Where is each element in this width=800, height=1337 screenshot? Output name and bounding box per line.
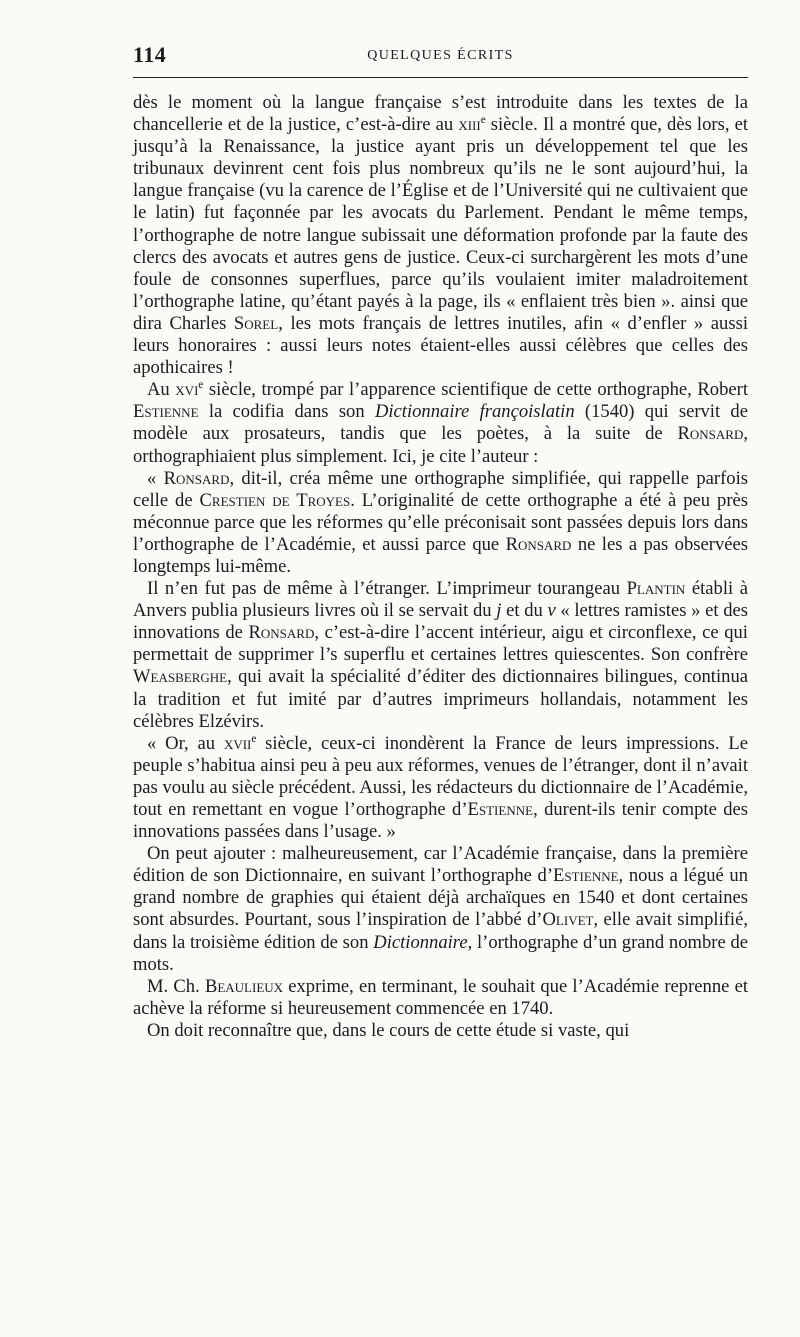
text-run: , dit-il, créa même une orthographe simplifiée, qui rappelle parfois celle de: [133, 467, 748, 511]
name-sorel: Sorel: [233, 312, 279, 334]
running-head: QUELQUES ÉCRITS: [367, 48, 514, 63]
text-run: , nous a légué un grand nombre de graphies qui étaient déjà archaïques en 1540 et dont certaines sont absurdes. Pourtant, sous l’inspiration de l’abbé d’: [133, 865, 748, 931]
text-run: , qui avait la spécialité d’éditer des dictionnaires bilingues, continua la tradition et fut imité par d’autres imprimeurs hollandais, notamment les célèbres Elzévirs.: [133, 666, 748, 732]
text-run: , c’est-à-dire l’accent intérieur, aigu et circonflexe, ce qui permettait de supprimer l’s superflu et certaines lettres quiescentes. Son confrère: [133, 622, 748, 666]
dictionary-title: Dictionnaire: [373, 931, 468, 953]
text-run: la codifia dans son: [198, 401, 375, 423]
century-superscript: e: [198, 379, 204, 392]
paragraph-6: [133, 843, 748, 976]
text-run: . L’originalité de cette orthographe a été à peu près méconnue parce que les réformes qu’elle préconisait sont passées depuis lors dans l’orthographe de l’Académie, et aussi parce que: [133, 489, 748, 555]
text-run: (1540) qui servit de modèle aux prosateurs, tandis que les poètes, à la suite de: [133, 401, 748, 445]
name-crestien: Crestien de Troyes: [199, 489, 351, 511]
century-superscript: e: [251, 732, 257, 745]
text-run: Il n’en fut pas de même à l’étranger. L’imprimeur tourangeau: [147, 578, 627, 600]
header-rule: [133, 77, 748, 78]
paragraph-1: [133, 92, 748, 379]
paragraph-3: [133, 468, 748, 578]
name-estienne: Estienne: [133, 401, 199, 423]
book-title: Dictionnaire françoislatin: [374, 401, 575, 423]
paragraph-4: [133, 578, 748, 733]
name-ronsard: Ronsard: [505, 533, 572, 555]
text-run: dès le moment où la langue française s’est introduite dans les textes de la chancellerie et de la justice, c’est-à-dire au: [133, 92, 748, 136]
text-run: « Or, au: [147, 732, 224, 754]
century-numeral: xiii: [458, 114, 481, 136]
text-run: , les mots français de lettres inutiles, afin « d’enfler » aussi leurs honoraires : aussi leurs notes étaient-elles aussi célèbres que celles des apothicaires !: [133, 312, 748, 379]
text-run: Au: [147, 379, 176, 401]
text-run: , l’orthographe d’un grand nombre de mots.: [133, 931, 748, 975]
text-run: ne les a pas observées longtemps lui-même.: [133, 533, 748, 577]
name-ronsard: Ronsard: [248, 622, 315, 644]
century-numeral: xvi: [175, 379, 199, 401]
body-text: [133, 92, 748, 1042]
paragraph-8: [133, 1020, 748, 1042]
text-run: « lettres ramistes » et des innovations de: [133, 600, 748, 644]
century-superscript: e: [480, 113, 486, 126]
text-run: et du: [501, 600, 548, 622]
century-numeral: xvii: [223, 732, 252, 754]
letter-j: j: [496, 600, 502, 622]
name-plantin: Plantin: [626, 578, 686, 600]
letter-v: v: [547, 600, 556, 622]
name-olivet: Olivet: [542, 909, 594, 931]
name-ronsard: Ronsard: [163, 467, 230, 489]
name-weasberghe: Weasberghe: [133, 666, 228, 688]
text-run: , elle avait simplifié, dans la troisième édition de son: [133, 909, 748, 953]
name-ronsard: Ronsard: [677, 423, 744, 445]
text-run: On peut ajouter : malheureusement, car l’Académie française, dans la première édition de son Dictionnaire, en suivant l’orthographe d’: [133, 843, 748, 887]
text-run: M. Ch.: [147, 975, 205, 997]
name-estienne: Estienne: [467, 799, 534, 820]
page-header: [133, 42, 748, 68]
text-run: siècle, ceux-ci inondèrent la France de leurs impressions. Le peuple s’habitua ainsi peu à peu aux réformes, venues de l’étranger, dont il n’avait pas voulu au siècle précédent. Aussi, les rédacteurs du dictionnaire de l’Académie, tout en remettant en vogue l’orthographe d’: [133, 732, 748, 820]
text-run: exprime, en terminant, le souhait que l’Académie reprenne et achève la réforme si heureusement commencée en 1740.: [133, 975, 748, 1019]
name-beaulieux: Beaulieux: [204, 975, 284, 997]
paragraph-7: [133, 976, 748, 1020]
page-number: 114: [133, 42, 167, 67]
name-estienne: Estienne: [553, 865, 619, 887]
text-run: , orthographiaient plus simplement. Ici, je cite l’auteur :: [133, 423, 748, 467]
paragraph-2: [133, 379, 748, 467]
text-run: établi à Anvers publia plusieurs livres où il se servait du: [133, 578, 748, 622]
text-run: siècle. Il a montré que, dès lors, et jusqu’à la Renaissance, la justice ayant pris un développement tel que les tribunaux devinrent cent fois plus nombreux qu’ils ne le sont aujourd’hui, la langue française (vu la carence de l’Église et de l’Université qui ne cultivaient que le latin) fut façonnée par les avocats du Parlement. Pendant le même temps, l’orthographe de notre langue subissait une déformation profonde par la faute des clercs des avocats et autres gens de justice. Ceux-ci surchargèrent les mots d’une foule de consonnes superflues, parce qu’ils voulaient imiter maladroitement l’orthographe latine, qu’étant payés à la page, ils « enflaient très bien ». ainsi que dira Charles: [133, 114, 748, 334]
text-run: siècle, trompé par l’apparence scientifique de cette orthographe, Robert: [203, 379, 748, 401]
text-run: On doit reconnaître que, dans le cours de cette étude si vaste, qui: [147, 1019, 630, 1041]
paragraph-5: [133, 733, 748, 843]
text-run: «: [147, 467, 164, 489]
text-run: , durent-ils tenir compte des innovations passées dans l’usage. »: [133, 799, 749, 843]
